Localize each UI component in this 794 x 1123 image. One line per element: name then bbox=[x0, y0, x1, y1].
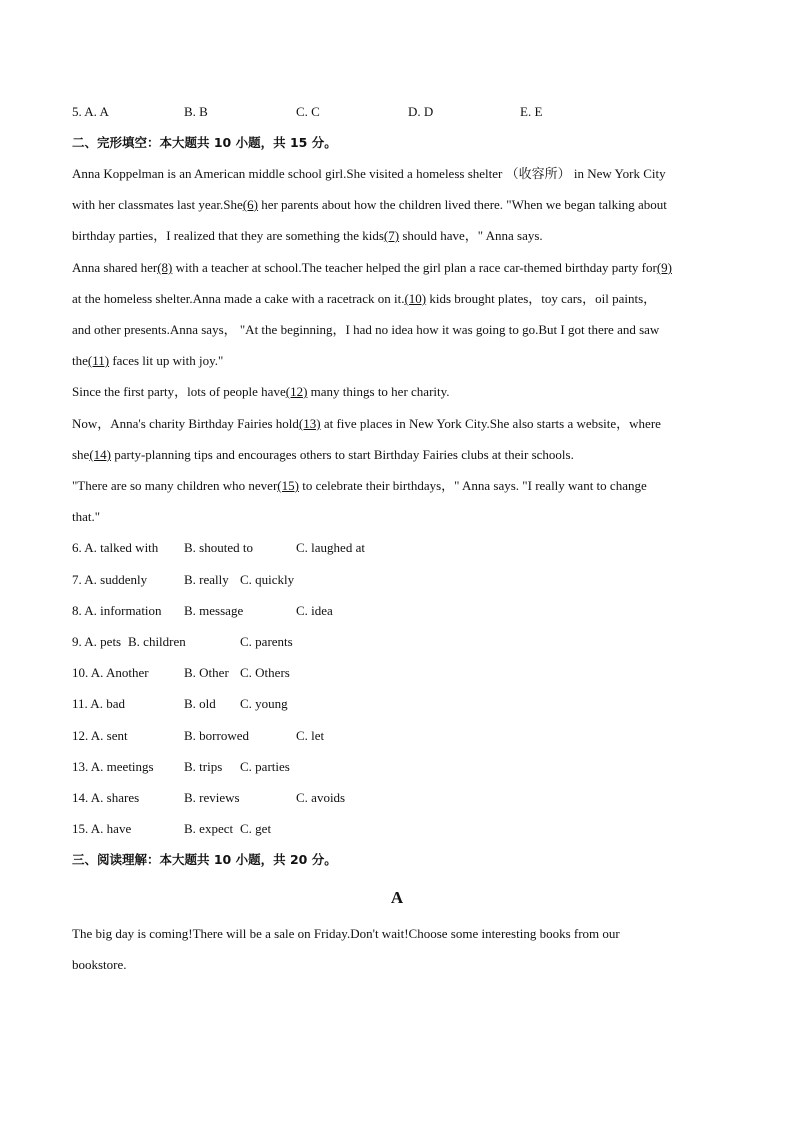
option-a: 6. A. talked with bbox=[72, 540, 159, 555]
option-a: 13. A. meetings bbox=[72, 759, 154, 774]
blank-9: (9) bbox=[656, 260, 673, 275]
q5-option-e: E. E bbox=[520, 104, 543, 119]
option-a: 9. A. pets bbox=[72, 634, 122, 649]
text: with a teacher at school.The teacher helped the girl plan a race car-themed birthday party for bbox=[172, 260, 657, 275]
passage-line: and other presents.Anna says， "At the beginning，I had no idea how it was going to go.But I got there and saw bbox=[72, 322, 660, 337]
option-b: B. borrowed bbox=[184, 728, 249, 743]
option-b: B. children bbox=[128, 634, 186, 649]
blank-13: (13) bbox=[298, 416, 321, 431]
blank-6: (6) bbox=[242, 197, 258, 212]
option-a: 7. A. suddenly bbox=[72, 572, 148, 587]
option-c: C. laughed at bbox=[296, 540, 365, 555]
passage-line bbox=[72, 447, 574, 463]
text: "There are so many children who never bbox=[72, 478, 278, 493]
option-c: C. get bbox=[240, 821, 272, 836]
section-2-heading: 二、完形填空：本大题共 10 小题，共 15 分。 bbox=[72, 135, 337, 150]
blank-11: (11) bbox=[87, 353, 110, 368]
text: should have，" Anna says. bbox=[399, 228, 543, 243]
option-a: 11. A. bad bbox=[72, 696, 125, 711]
option-b: B. old bbox=[184, 696, 216, 711]
option-c: C. parties bbox=[240, 759, 290, 774]
option-b: B. shouted to bbox=[184, 540, 253, 555]
blank-7: (7) bbox=[383, 228, 400, 243]
passage-line bbox=[72, 228, 543, 244]
text: Now，Anna's charity Birthday Fairies hold bbox=[72, 416, 299, 431]
text: the bbox=[72, 353, 88, 368]
option-a: 8. A. information bbox=[72, 603, 162, 618]
option-b: B. reviews bbox=[184, 790, 240, 805]
text: with her classmates last year.She bbox=[72, 197, 243, 212]
option-c: C. avoids bbox=[296, 790, 346, 805]
passage-line bbox=[72, 384, 450, 400]
option-b: B. message bbox=[184, 603, 244, 618]
option-c: C. idea bbox=[296, 603, 333, 618]
text: kids brought plates，toy cars，oil paints， bbox=[426, 291, 657, 306]
text: to celebrate their birthdays，" Anna says. "I really want to change bbox=[298, 478, 647, 493]
passage-line: that." bbox=[72, 509, 101, 524]
text: Anna shared her bbox=[72, 260, 158, 275]
option-c: C. Others bbox=[240, 665, 290, 680]
passage-line bbox=[72, 197, 667, 213]
text: her parents about how the children lived there. "When we began talking about bbox=[257, 197, 667, 212]
blank-15: (15) bbox=[277, 478, 299, 493]
text: she bbox=[72, 447, 90, 462]
text: many things to her charity. bbox=[307, 384, 450, 399]
option-c: C. quickly bbox=[240, 572, 295, 587]
option-a: 10. A. Another bbox=[72, 665, 149, 680]
option-c: C. let bbox=[296, 728, 325, 743]
passage-line bbox=[72, 291, 656, 307]
option-c: C. young bbox=[240, 696, 288, 711]
option-b: B. Other bbox=[184, 665, 229, 680]
q5-option-b: B. B bbox=[184, 104, 208, 119]
text: at five places in New York City.She also starts a website，where bbox=[320, 416, 661, 431]
q5-option-a: 5. A. A bbox=[72, 104, 109, 119]
option-a: 15. A. have bbox=[72, 821, 132, 836]
blank-8: (8) bbox=[157, 260, 173, 275]
text: Since the first party，lots of people have bbox=[72, 384, 286, 399]
option-c: C. parents bbox=[240, 634, 293, 649]
option-b: B. expect bbox=[184, 821, 234, 836]
q5-option-d: D. D bbox=[408, 104, 434, 119]
reading-line: The big day is coming!There will be a sale on Friday.Don't wait!Choose some interesting books from our bbox=[72, 926, 620, 941]
part-a-title: A bbox=[390, 888, 404, 907]
section-3-heading: 三、阅读理解：本大题共 10 小题，共 20 分。 bbox=[72, 852, 337, 867]
passage-line bbox=[72, 260, 672, 276]
option-a: 14. A. shares bbox=[72, 790, 140, 805]
blank-14: (14) bbox=[89, 447, 112, 462]
blank-10: (10) bbox=[404, 291, 427, 306]
option-b: B. really bbox=[184, 572, 229, 587]
text: party-planning tips and encourages others to start Birthday Fairies clubs at their schools. bbox=[111, 447, 574, 462]
q5-option-c: C. C bbox=[296, 104, 320, 119]
reading-line: bookstore. bbox=[72, 957, 127, 972]
text: faces lit up with joy." bbox=[109, 353, 224, 368]
blank-12: (12) bbox=[285, 384, 308, 399]
passage-line bbox=[72, 353, 223, 369]
text: birthday parties，I realized that they are something the kids bbox=[72, 228, 384, 243]
passage-line: Anna Koppelman is an American middle school girl.She visited a homeless shelter （收容所） in New York City bbox=[72, 166, 666, 181]
option-b: B. trips bbox=[184, 759, 223, 774]
passage-line bbox=[72, 478, 647, 494]
text: at the homeless shelter.Anna made a cake with a racetrack on it. bbox=[72, 291, 405, 306]
passage-line bbox=[72, 416, 661, 432]
option-a: 12. A. sent bbox=[72, 728, 128, 743]
